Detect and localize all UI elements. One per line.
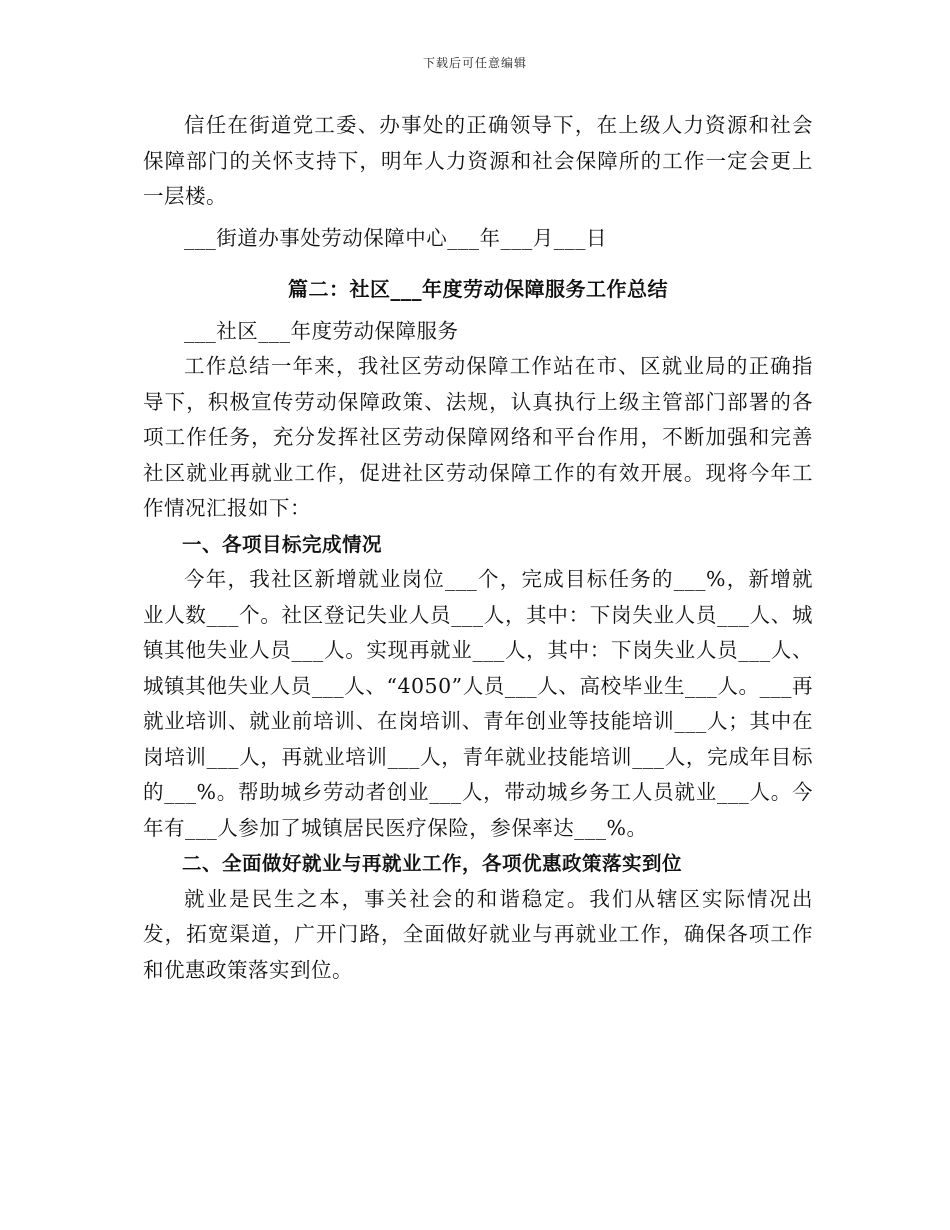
paragraph-employment: 就业是民生之本，事关社会的和谐稳定。我们从辖区实际情况出发，拓宽渠道，广开门路，全面做好就业与再就业工作，确保各项工作和优惠政策落实到位。 <box>143 886 813 982</box>
heading-targets: 一、各项目标完成情况 <box>182 532 383 556</box>
paragraph-intro: 工作总结一年来，我社区劳动保障工作站在市、区就业局的正确指导下，积极宣传劳动保障政策、法规，认真执行上级主管部门部署的各项工作任务，充分发挥社区劳动保障网络和平台作用，不断加强和完善社区就业再就业工作，促进社区劳动保障工作的有效开展。现将今年工作情况汇报如下： <box>143 354 813 520</box>
paragraph-closing: 信任在街道党工委、办事处的正确领导下，在上级人力资源和社会保障部门的关怀支持下，明年人力资源和社会保障所的工作一定会更上一层楼。 <box>143 113 813 208</box>
document-body <box>143 108 813 988</box>
signature-line: ___街道办事处劳动保障中心___年___月___日 <box>184 225 607 250</box>
section-title: 篇二：社区___年度劳动保障服务工作总结 <box>288 277 668 301</box>
heading-employment: 二、全面做好就业与再就业工作，各项优惠政策落实到位 <box>182 852 683 875</box>
paragraph-targets: 今年，我社区新增就业岗位___个，完成目标任务的___%，新增就业人数___个。社区登记失业人员___人，其中：下岗失业人员___人、城镇其他失业人员___人。实现再就业___人，其中：下岗失业人员___人、城镇其他失业人员___人、“4050”人员___人、高校毕业生___人。___再就业培训、就业前培训、在岗培训、青年创业等技能培训___人；其中在岗培训___人，再就业培训___人，青年就业技能培训___人，完成年目标的___%。帮助城乡劳动者创业___人，带动城乡务工人员就业___人。今年有___人参加了城镇居民医疗保险，参保率达___%。 <box>143 567 813 840</box>
page-header-note: 下载后可任意编辑 <box>422 56 527 70</box>
subtitle-line: ___社区___年度劳动保障服务 <box>184 318 459 343</box>
